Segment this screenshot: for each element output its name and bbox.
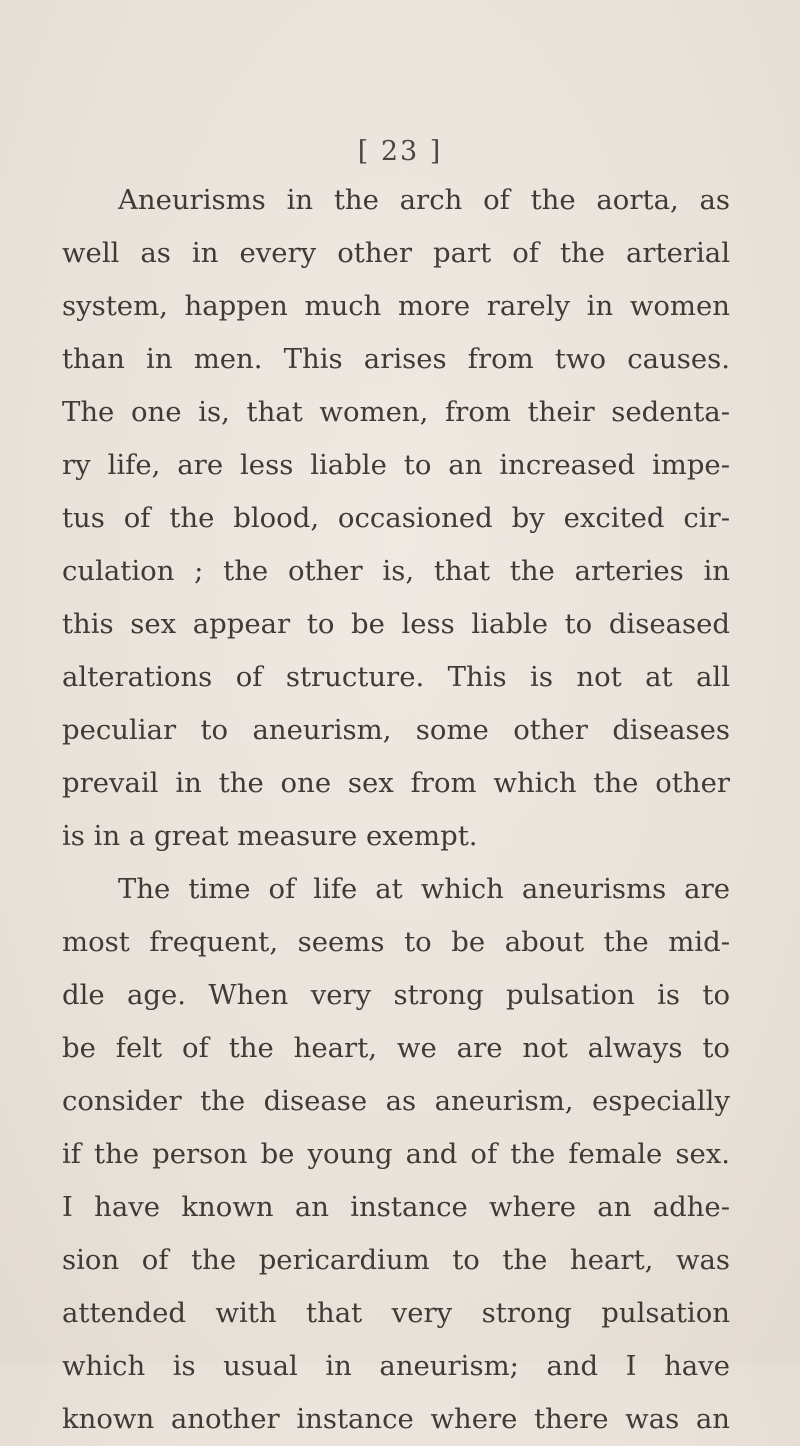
text-line: sion of the pericardium to the heart, was xyxy=(62,1244,730,1276)
text-line: dle age. When very strong pulsation is to xyxy=(62,979,730,1011)
text-line: tus of the blood, occasioned by excited cir- xyxy=(62,502,730,534)
body-text xyxy=(62,174,730,1446)
text-line: consider the disease as aneurism, especially xyxy=(62,1085,730,1117)
text-line: ry life, are less liable to an increased impe- xyxy=(62,449,730,481)
text-line: most frequent, seems to be about the mid- xyxy=(62,926,730,958)
text-line: alterations of structure. This is not at all xyxy=(62,661,730,693)
text-line: peculiar to aneurism, some other diseases xyxy=(62,714,730,746)
text-line: culation ; the other is, that the arteries in xyxy=(62,555,730,587)
text-line: well as in every other part of the arterial xyxy=(62,237,730,269)
text-line: if the person be young and of the female sex. xyxy=(62,1138,730,1170)
text-line: this sex appear to be less liable to diseased xyxy=(62,608,730,640)
text-line: system, happen much more rarely in women xyxy=(62,290,730,322)
text-line: be felt of the heart, we are not always to xyxy=(62,1032,730,1064)
text-line: Aneurisms in the arch of the aorta, as xyxy=(118,184,730,216)
text-line: The one is, that women, from their sedenta- xyxy=(62,396,730,428)
text-line: than in men. This arises from two causes. xyxy=(62,343,730,375)
text-line: The time of life at which aneurisms are xyxy=(118,873,730,905)
text-line: prevail in the one sex from which the other xyxy=(62,767,730,799)
text-line: which is usual in aneurism; and I have xyxy=(62,1350,730,1382)
text-line: is in a great measure exempt. xyxy=(62,820,478,852)
page-number: [ 23 ] xyxy=(357,136,443,167)
text-line: attended with that very strong pulsation xyxy=(62,1297,730,1329)
text-line: I have known an instance where an adhe- xyxy=(62,1191,730,1223)
text-line: known another instance where there was an xyxy=(62,1403,730,1435)
